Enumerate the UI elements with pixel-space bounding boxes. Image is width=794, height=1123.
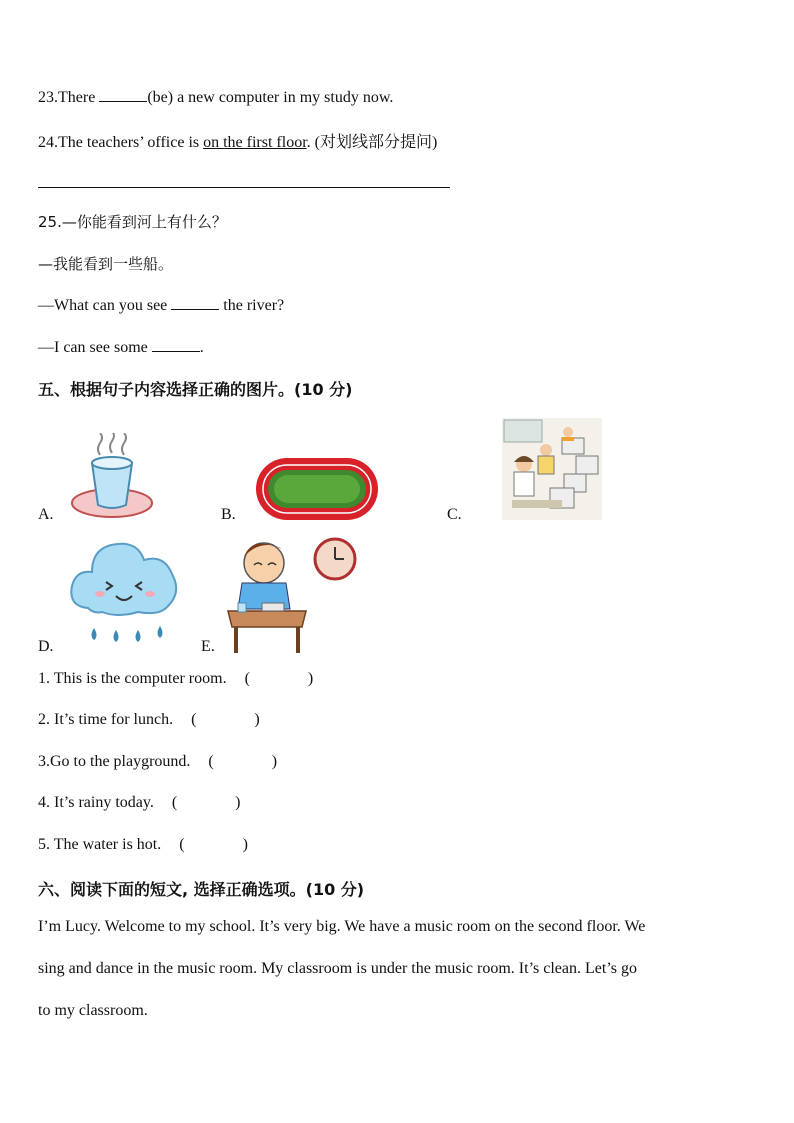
reading-passage-line: I’m Lucy. Welcome to my school. It’s very big. We have a music room on the second floor. We [38,918,646,935]
option-label-b: B. [221,506,236,523]
matching-item [38,711,260,729]
matching-item [38,836,248,854]
playground-track-icon [254,456,380,522]
text-pre: —I can see some [38,339,148,356]
option-label-a: A. [38,506,54,523]
item-text: 5. The water is hot. [38,836,162,853]
rain-cloud-icon [68,534,182,652]
paren-open: ( [179,836,185,853]
answer-blank[interactable] [99,87,147,102]
text-post: . [199,339,204,356]
paren-close: ) [254,711,260,728]
option-label-e: E. [201,638,215,655]
question-24 [38,129,437,152]
option-label-d: D. [38,638,54,655]
question-25-reply-cn: —我能看到一些船。 [38,255,174,273]
question-text-pre: The teachers’ office is [58,134,200,151]
item-text: 2. It’s time for lunch. [38,711,174,728]
item-text: 3.Go to the playground. [38,753,191,770]
boy-eating-lunch-icon [224,535,358,655]
text-pre: —What can you see [38,297,168,314]
computer-room-icon [502,418,602,520]
matching-item [38,753,277,771]
question-25-prompt: 25.—你能看到河上有什么？ [38,213,227,231]
question-text-post: (be) a new computer in my study now. [147,89,394,106]
paren-close: ) [307,670,314,687]
hot-water-cup-icon [70,433,154,521]
paren-open: ( [244,670,250,687]
section-6-title: 六、阅读下面的短文, 选择正确选项。(10 分) [38,880,365,899]
matching-item [38,670,313,688]
question-23 [38,87,393,107]
paren-open: ( [171,794,178,811]
answer-line[interactable] [38,187,450,188]
question-25-en-line-2 [38,337,204,357]
text-post: the river? [223,297,285,314]
question-number: 24. [38,134,58,151]
reading-passage-line: sing and dance in the music room. My classroom is under the music room. It’s clean. Let’s go [38,960,637,977]
paren-open: ( [208,753,214,770]
paren-close: ) [271,753,278,770]
reading-passage-line: to my classroom. [38,1002,148,1019]
question-number: 23. [38,89,58,106]
paren-open: ( [191,711,197,728]
item-text: 4. It’s rainy today. [38,794,154,811]
paren-close: ) [242,836,248,853]
question-25-en-line-1 [38,295,284,315]
section-5-title: 五、根据句子内容选择正确的图片。(10 分) [38,380,353,399]
question-text-pre: There [58,89,96,106]
matching-item [38,794,240,812]
underlined-phrase: on the first floor [203,134,307,151]
option-label-c: C. [447,506,462,523]
answer-blank[interactable] [171,295,219,310]
item-text: 1. This is the computer room. [38,670,227,687]
question-text-post: . (对划线部分提问) [306,134,438,151]
answer-blank[interactable] [152,337,200,352]
paren-close: ) [235,794,241,811]
